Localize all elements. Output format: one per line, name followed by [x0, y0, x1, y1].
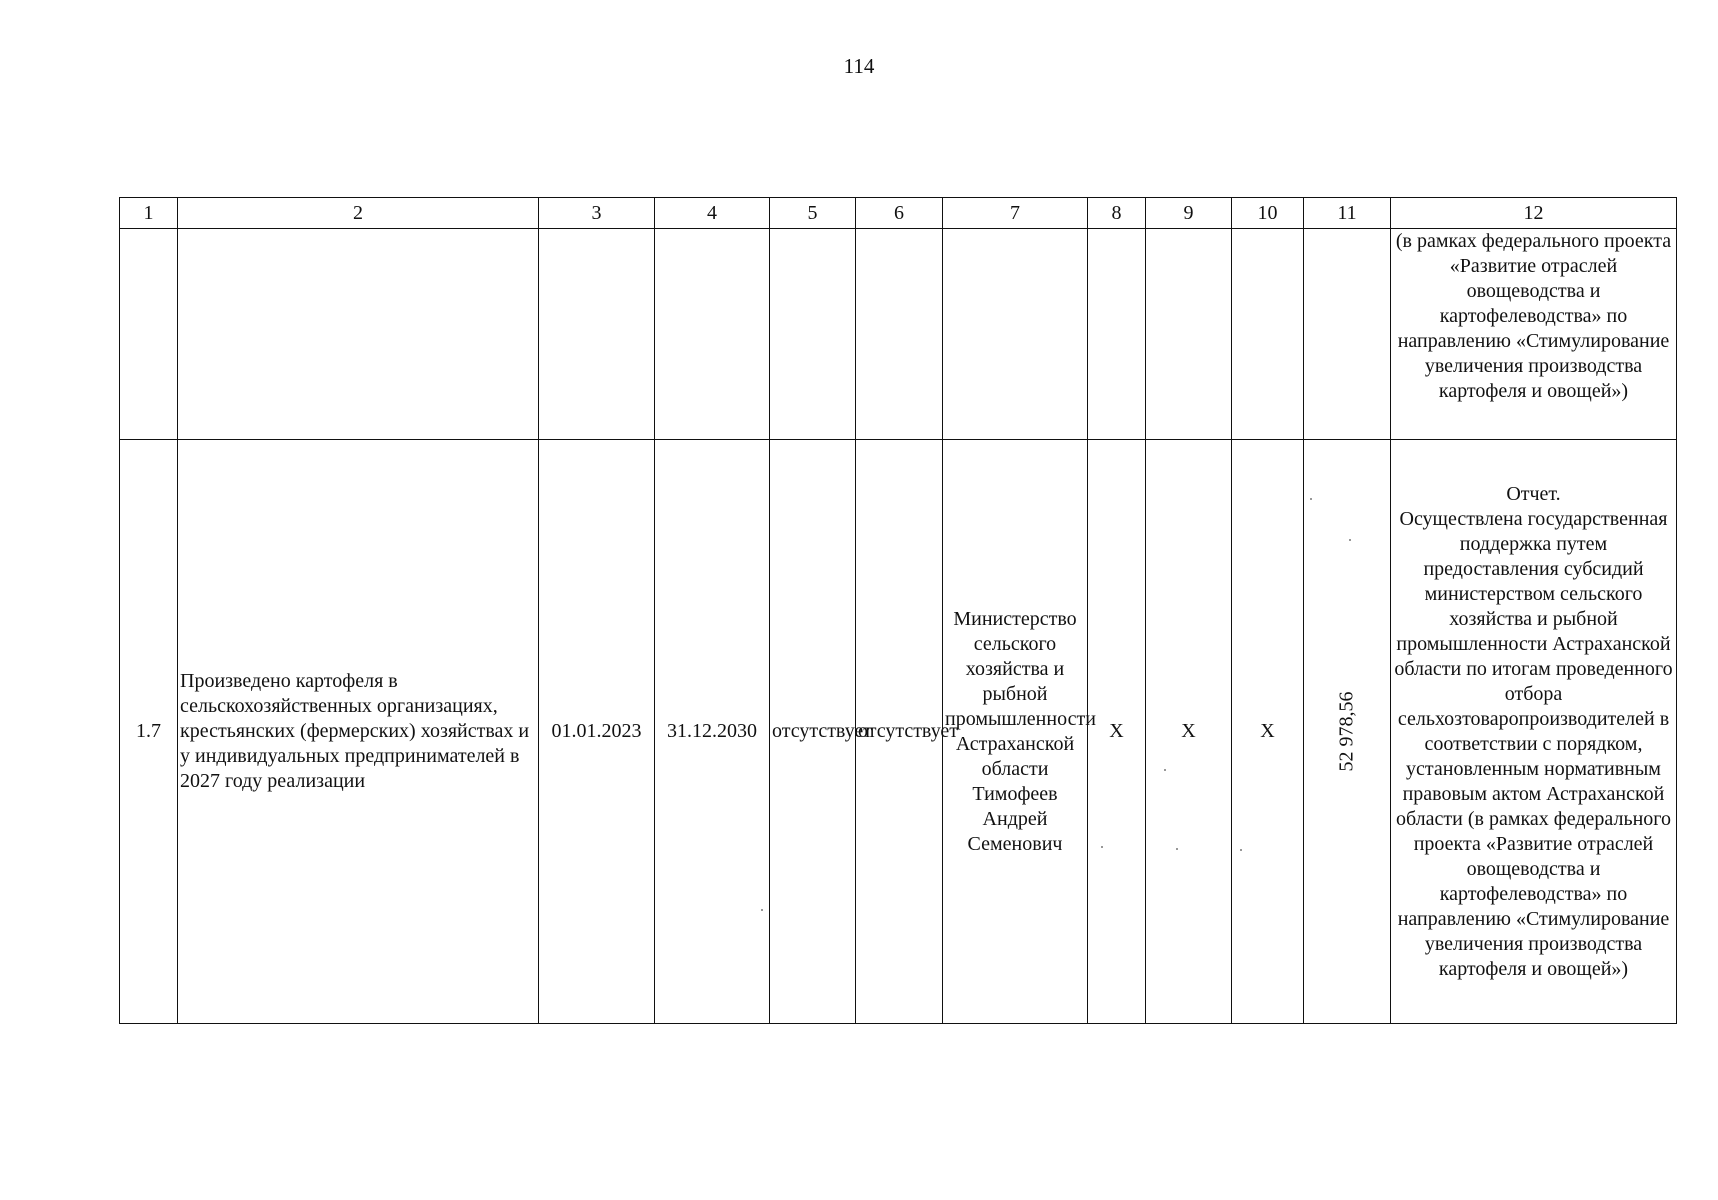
scan-speck [1101, 846, 1103, 848]
scan-speck [1240, 849, 1242, 851]
report-cell [1391, 440, 1677, 1024]
header-row [120, 198, 1677, 229]
header-cell: 7 [943, 198, 1088, 229]
empty-cell [539, 229, 655, 440]
report-text: Осуществлена государственная поддержка путем предоставления субсидий министерством сельского хозяйства и рыбной промышленности Астраханской области по итогам проведенного отбора сельхозтоваропроизводителей в соответствии с порядком, установленным нормативным правовым актом Астраханской области (в рамках федерального проекта «Развитие отраслей овощеводства и картофелеводства» по направлению «Стимулирование увеличения производства картофеля и овощей») [1394, 507, 1673, 980]
empty-cell [1146, 229, 1232, 440]
header-cell: 11 [1304, 198, 1391, 229]
page-number: 114 [843, 54, 875, 78]
col10-value: Х [1232, 440, 1304, 1024]
end-date: 31.12.2030 [655, 440, 770, 1024]
responsible-person: Министерство сельского хозяйства и рыбной промышленности Астраханской области Тимофеев Андрей Семенович [943, 440, 1088, 1024]
header-cell: 5 [770, 198, 856, 229]
empty-cell [1304, 229, 1391, 440]
col6-value: отсутствует [856, 440, 943, 1024]
scan-speck [761, 909, 763, 911]
report-title: Отчет. [1506, 482, 1561, 505]
header-cell: 3 [539, 198, 655, 229]
header-cell: 4 [655, 198, 770, 229]
scan-speck [1349, 539, 1351, 541]
col8-value: Х [1088, 440, 1146, 1024]
header-cell: 12 [1391, 198, 1677, 229]
header-cell: 8 [1088, 198, 1146, 229]
scan-speck [1176, 848, 1178, 850]
header-cell: 9 [1146, 198, 1232, 229]
empty-cell [655, 229, 770, 440]
data-table [119, 197, 1677, 1024]
row-number: 1.7 [120, 440, 178, 1024]
row-description: Произведено картофеля в сельскохозяйственных организациях, крестьянских (фермерских) хозяйствах и у индивидуальных предпринимателей в 2027 году реализации [178, 440, 539, 1024]
col9-value: Х [1146, 440, 1232, 1024]
empty-cell [1088, 229, 1146, 440]
amount-cell [1304, 440, 1391, 1024]
table-row [120, 440, 1677, 1024]
empty-cell [770, 229, 856, 440]
header-cell: 2 [178, 198, 539, 229]
amount-value: 52 978,56 [1335, 691, 1358, 772]
start-date: 01.01.2023 [539, 440, 655, 1024]
header-cell: 6 [856, 198, 943, 229]
scan-speck [1164, 769, 1166, 771]
header-cell: 1 [120, 198, 178, 229]
empty-cell [856, 229, 943, 440]
empty-cell [178, 229, 539, 440]
header-cell: 10 [1232, 198, 1304, 229]
continuation-text: (в рамках федерального проекта «Развитие отраслей овощеводства и картофелеводства» по направлению «Стимулирование увеличения производства картофеля и овощей») [1391, 229, 1677, 440]
empty-cell [943, 229, 1088, 440]
col5-value: отсутствует [770, 440, 856, 1024]
continuation-row [120, 229, 1677, 440]
scan-speck [1310, 498, 1312, 500]
empty-cell [1232, 229, 1304, 440]
empty-cell [120, 229, 178, 440]
